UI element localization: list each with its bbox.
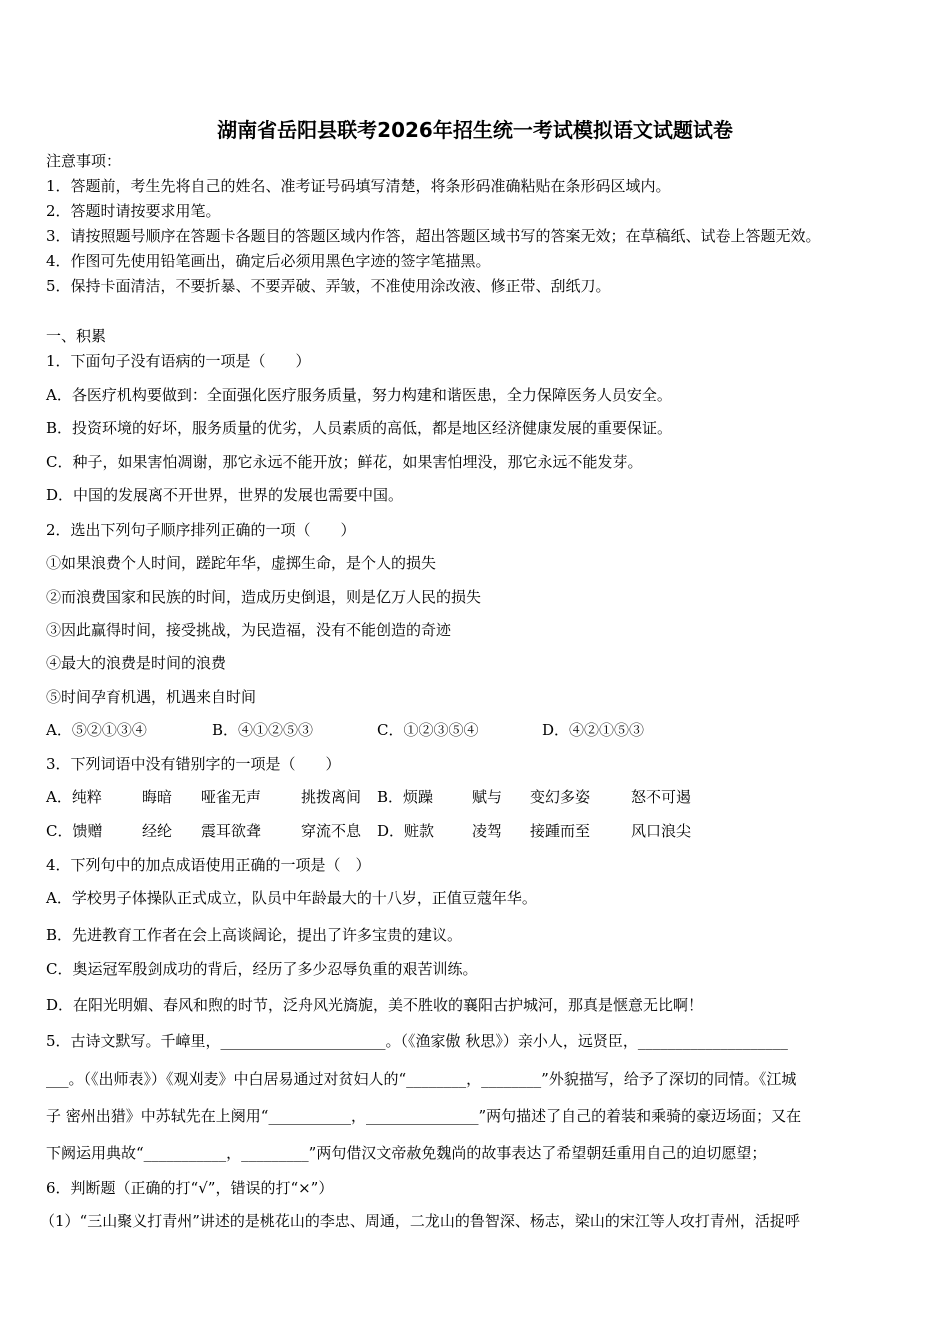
sentence: ⑤时间孕育机遇，机遇来自时间: [46, 688, 257, 706]
notice-item: 2．答题时请按要求用笔。: [46, 202, 221, 220]
word: C．馈赠: [46, 822, 103, 840]
word: 经纶: [142, 822, 173, 840]
question-stem: 2．选出下列句子顺序排列正确的一项（ ）: [46, 521, 356, 539]
question-stem: 4．下列句中的加点成语使用正确的一项是（ ）: [46, 856, 371, 874]
option: D．④②①⑤③: [542, 721, 645, 739]
option: C．奥运冠军殷剑成功的背后，经历了多少忍辱负重的艰苦训练。: [46, 960, 478, 978]
section-heading: 一、积累: [46, 327, 107, 345]
word: 凌驾: [472, 822, 503, 840]
judge-item: （1）“三山聚义打青州”讲述的是桃花山的李忠、周通，二龙山的鲁智深、杨志，梁山的宋江等人攻打青州，活捉呼: [40, 1212, 800, 1230]
word: 穿流不息: [301, 822, 362, 840]
option: B．投资环境的好坏，服务质量的优劣，人员素质的高低，都是地区经济健康发展的重要保证。: [46, 419, 673, 437]
question-stem: 1．下面句子没有语病的一项是（ ）: [46, 352, 311, 370]
option: B．先进教育工作者在会上高谈阔论，提出了许多宝贵的建议。: [46, 926, 463, 944]
sentence: ①如果浪费个人时间，蹉跎年华，虚掷生命，是个人的损失: [46, 554, 437, 572]
option: D．在阳光明媚、春风和煦的时节，泛舟风光旖旎，美不胜收的襄阳古护城河，那真是惬意无比啊！: [46, 996, 704, 1014]
notice-item: 5．保持卡面清洁，不要折暴、不要弄破、弄皱，不准使用涂改液、修正带、刮纸刀。: [46, 277, 611, 295]
option: A．各医疗机构要做到：全面强化医疗服务质量，努力构建和谐医患，全力保障医务人员安全。: [46, 386, 672, 404]
word: A．纯粹: [46, 788, 102, 806]
word: 变幻多姿: [530, 788, 591, 806]
notice-item: 4．作图可先使用铅笔画出，确定后必须用黑色字迹的签字笔描黑。: [46, 252, 491, 270]
poem-question-line: 下阙运用典故“___________，_________”两句借汉文帝赦免魏尚的故事表达了希望朝廷重用自己的迫切愿望；: [46, 1144, 767, 1162]
word: 赋与: [472, 788, 503, 806]
page-title: 湖南省岳阳县联考2026年招生统一考试模拟语文试题试卷: [217, 118, 733, 142]
notice-item: 1．答题前，考生先将自己的姓名、准考证号码填写清楚，将条形码准确粘贴在条形码区域内。: [46, 177, 671, 195]
poem-question-line: ___。（《出师表》）《观刈麦》中白居易通过对贫妇人的“________，________”外貌描写，给予了深切的同情。《江城: [46, 1070, 797, 1088]
word: 接踵而至: [530, 822, 591, 840]
word: B．烦躁: [377, 788, 434, 806]
word: 哑雀无声: [201, 788, 262, 806]
poem-question-line: 5．古诗文默写。千嶂里，______________________。（《渔家傲 秋思》）亲小人，远贤臣，____________________: [46, 1032, 788, 1050]
word: 挑拨离间: [301, 788, 362, 806]
poem-question-line: 子 密州出猎》中苏轼先在上阕用“___________，_______________”两句描述了自己的着装和乘骑的豪迈场面；又在: [46, 1107, 802, 1125]
option: C．种子，如果害怕凋谢，那它永远不能开放；鲜花，如果害怕埋没，那它永远不能发芽。: [46, 453, 643, 471]
question-stem: 3．下列词语中没有错别字的一项是（ ）: [46, 755, 341, 773]
sentence: ④最大的浪费是时间的浪费: [46, 654, 227, 672]
sentence: ②而浪费国家和民族的时间，造成历史倒退，则是亿万人民的损失: [46, 588, 482, 606]
notice-item: 3．请按照题号顺序在答题卡各题目的答题区域内作答，超出答题区域书写的答案无效；在草稿纸、试卷上答题无效。: [46, 227, 821, 245]
option: D．中国的发展离不开世界，世界的发展也需要中国。: [46, 486, 404, 504]
word: D．赃款: [377, 822, 435, 840]
word: 风口浪尖: [631, 822, 692, 840]
notice-heading: 注意事项：: [46, 152, 122, 170]
option: B．④①②⑤③: [212, 721, 314, 739]
word: 震耳欲聋: [201, 822, 262, 840]
word: 怒不可遏: [631, 788, 692, 806]
option: A．学校男子体操队正式成立，队员中年龄最大的十八岁，正值豆蔻年华。: [46, 889, 537, 907]
question-stem: 6．判断题（正确的打“√”，错误的打“×”）: [46, 1179, 334, 1197]
option: C．①②③⑤④: [377, 721, 479, 739]
sentence: ③因此赢得时间，接受挑战，为民造福，没有不能创造的奇迹: [46, 621, 452, 639]
word: 晦暗: [142, 788, 173, 806]
option: A．⑤②①③④: [46, 721, 147, 739]
